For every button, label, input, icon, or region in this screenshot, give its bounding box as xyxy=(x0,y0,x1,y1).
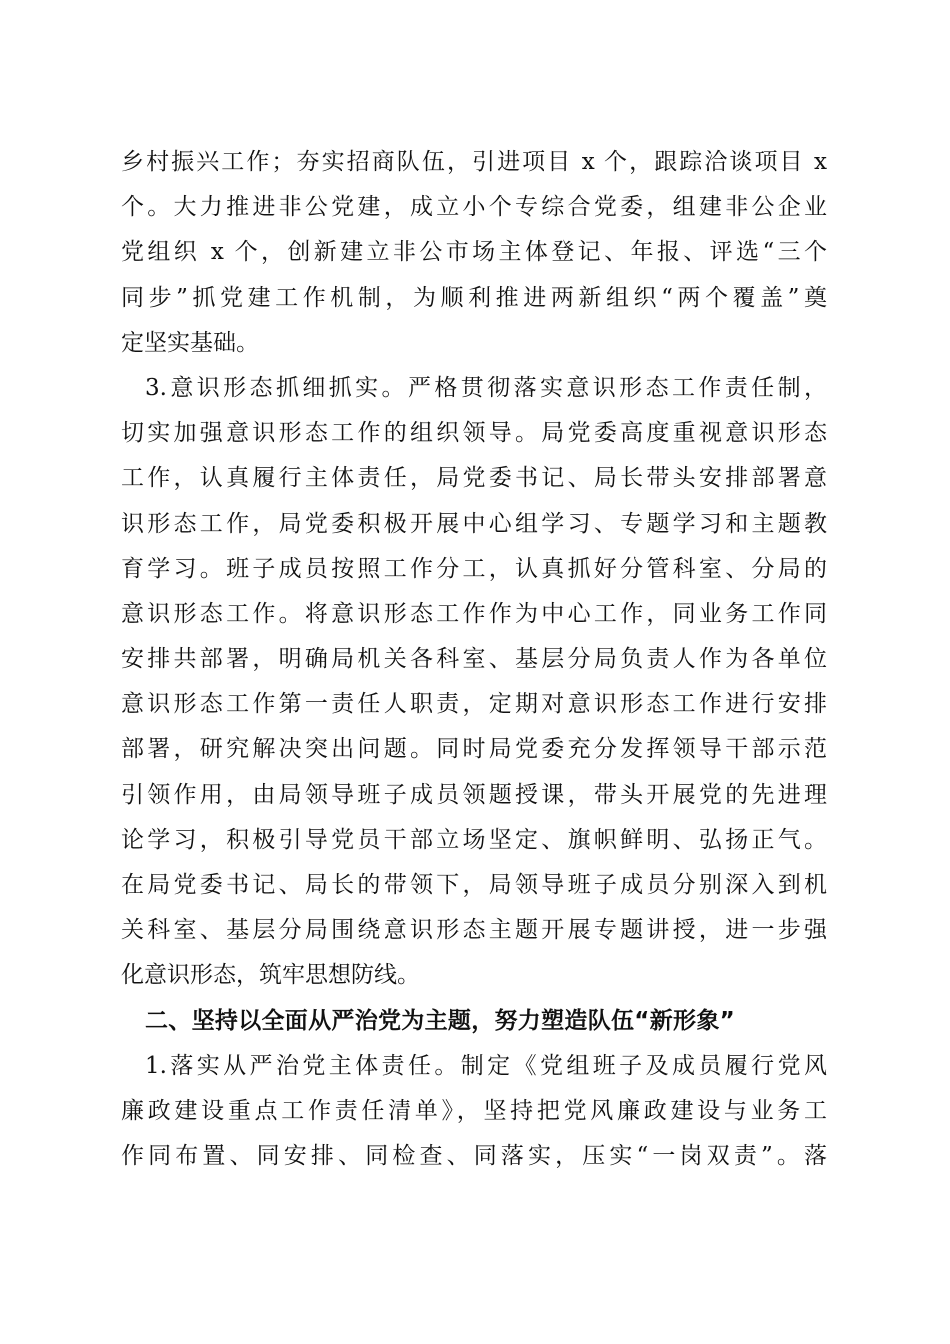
text-line: 安排共部署，明确局机关各科室、基层分局负责人作为各单位 xyxy=(121,646,827,673)
paragraph xyxy=(121,140,827,366)
text-line: 1.落实从严治党主体责任。制定《党组班子及成员履行党风 xyxy=(145,1052,827,1079)
text-line: 乡村振兴工作；夯实招商队伍，引进项目 x 个，跟踪洽谈项目 x xyxy=(121,149,827,175)
text-line: 意识形态工作第一责任人职责，定期对意识形态工作进行安排 xyxy=(121,691,827,718)
text-line: 工作，认真履行主体责任，局党委书记、局长带头安排部署意 xyxy=(121,465,827,492)
text-line: 定坚实基础。 xyxy=(121,329,259,356)
text-line: 作同布置、同安排、同检查、同落实，压实“一岗双责”。落 xyxy=(121,1143,827,1170)
text-line: 个。大力推进非公党建，成立小个专综合党委，组建非公企业 xyxy=(121,194,827,221)
text-line: 化意识形态，筑牢思想防线。 xyxy=(121,962,420,989)
text-line: 廉政建设重点工作责任清单》，坚持把党风廉政建设与业务工 xyxy=(121,1097,827,1124)
text-line: 切实加强意识形态工作的组织领导。局党委高度重视意识形态 xyxy=(121,420,827,447)
text-line: 育学习。班子成员按照工作分工，认真抓好分管科室、分局的 xyxy=(121,555,827,582)
text-line: 在局党委书记、局长的带领下，局领导班子成员分别深入到机 xyxy=(121,872,827,898)
document-body xyxy=(121,140,827,1179)
text-line: 引领作用，由局领导班子成员领题授课，带头开展党的先进理 xyxy=(121,781,827,808)
text-line: 关科室、基层分局围绕意识形态主题开展专题讲授，进一步强 xyxy=(121,917,827,944)
text-line: 部署，研究解决突出问题。同时局党委充分发挥领导干部示范 xyxy=(121,736,827,763)
text-line: 识形态工作，局党委积极开展中心组学习、专题学习和主题教 xyxy=(121,510,827,537)
text-line: 意识形态工作。将意识形态工作作为中心工作，同业务工作同 xyxy=(121,600,827,627)
text-line: 3.意识形态抓细抓实。严格贯彻落实意识形态工作责任制， xyxy=(145,374,827,401)
text-line: 论学习，积极引导党员干部立场坚定、旗帜鲜明、弘扬正气。 xyxy=(121,826,827,853)
section-heading: 二、坚持以全面从严治党为主题，努力塑造队伍“新形象” xyxy=(145,1007,736,1034)
paragraph xyxy=(121,366,827,999)
text-line: 同步”抓党建工作机制，为顺利推进两新组织“两个覆盖”奠 xyxy=(121,284,827,311)
text-line: 党组织 x 个，创新建立非公市场主体登记、年报、评选“三个 xyxy=(121,239,827,266)
paragraph xyxy=(121,1044,827,1180)
